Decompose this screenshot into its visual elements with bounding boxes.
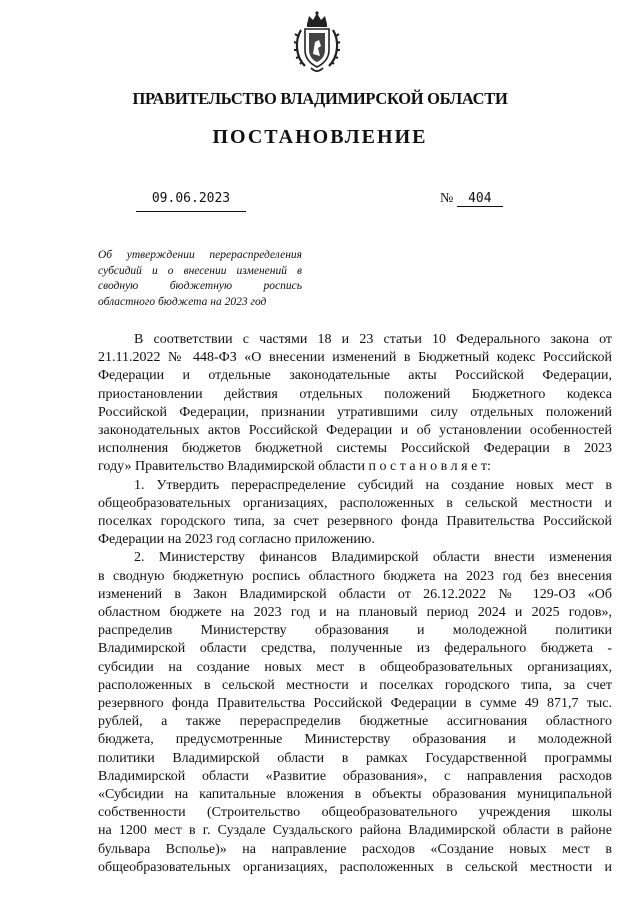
body-line: изменений в Закон Владимирской области от 26.12.2022 № 129-ОЗ «Об xyxy=(98,586,612,602)
caption-line: областного бюджета на 2023 год xyxy=(98,295,267,308)
body-line: распределив Министерству образования и молодежной политики xyxy=(98,623,612,639)
coat-of-arms-icon xyxy=(291,10,343,74)
body-line: Владимирской области средства, полученные из федерального бюджета - xyxy=(98,641,612,657)
body-line: исполнения бюджетов бюджетной системы Российской Федерации в 2023 xyxy=(98,441,612,457)
caption-line: субсидий и о внесении изменений в xyxy=(98,264,302,277)
body-line: областном бюджете на 2023 год и на плановый период 2024 и 2025 годов», xyxy=(98,605,612,621)
body-line: Федерации на 2023 год согласно приложению. xyxy=(98,532,375,548)
body-line: приостановлении действия отдельных положений Бюджетного кодекса xyxy=(98,386,612,402)
caption-line: Об утверждении перераспределения xyxy=(98,249,302,261)
body-line: рублей, а также перераспределив бюджетные ассигнования областного xyxy=(98,714,612,730)
document-date: 09.06.2023 xyxy=(136,191,246,212)
body-line: 21.11.2022 № 448-ФЗ «О внесении изменений в Бюджетный кодекс Российской xyxy=(98,350,612,366)
caption-line: сводную бюджетную роспись xyxy=(98,280,302,292)
body-line: бульвара Всполье)» на направление расходов «Создание новых мест в xyxy=(98,841,612,857)
body-line: субсидии на создание новых мест в общеобразовательных организациях, xyxy=(98,659,612,675)
body-line: Владимирской области «Развитие образования», с направления расходов xyxy=(98,768,612,784)
document-body xyxy=(98,331,612,877)
body-line: Федерации и отдельные законодательные акты Российской Федерации, xyxy=(98,368,612,384)
body-line: собственности (Строительство общеобразовательного учреждения школы xyxy=(98,805,612,821)
government-title: ПРАВИТЕЛЬСТВО ВЛАДИМИРСКОЙ ОБЛАСТИ xyxy=(132,89,508,108)
body-line: на 1200 мест в г. Суздале Суздальского района Владимирской области в районе xyxy=(98,823,612,839)
body-line: общеобразовательных организациях, расположенных в сельской местности и xyxy=(98,495,612,511)
number-label: № xyxy=(440,191,454,206)
body-line: году» Правительство Владимирской области п о с т а н о в л я е т: xyxy=(98,459,491,475)
document-type-title: ПОСТАНОВЛЕНИЕ xyxy=(212,126,428,148)
body-line: расположенных в сельской местности и поселках городского типа, за счет xyxy=(98,677,612,693)
number-value: 404 xyxy=(457,191,503,207)
body-line: 2. Министерству финансов Владимирской области внести изменения xyxy=(134,550,612,566)
body-line: законодательных актов Российской Федерации и об установлении особенностей xyxy=(98,423,612,439)
body-line: общеобразовательных организациях, расположенных в сельской местности и xyxy=(98,859,612,875)
document-number xyxy=(440,191,503,211)
body-line: В соответствии с частями 18 и 23 статьи 10 Федерального закона от xyxy=(134,332,612,347)
body-line: «Субсидии на капитальные вложения в объекты образования муниципальной xyxy=(98,787,612,803)
body-line: поселках городского типа, за счет резервного фонда Правительства Российской xyxy=(98,514,612,530)
document-caption xyxy=(98,248,302,310)
body-line: в сводную бюджетную роспись областного бюджета на 2023 год без внесения xyxy=(98,568,612,584)
body-line: Российской Федерации, признании утратившими силу отдельных положений xyxy=(98,404,612,420)
body-line: бюджета, предусмотренные Министерству образования и молодежной xyxy=(98,732,612,748)
body-line: 1. Утвердить перераспределение субсидий на создание новых мест в xyxy=(134,477,612,493)
body-line: резервного фонда Правительства Российской Федерации в сумме 49 871,7 тыс. xyxy=(98,696,612,712)
body-line: политики Владимирской области в рамках Государственной программы xyxy=(98,750,612,766)
